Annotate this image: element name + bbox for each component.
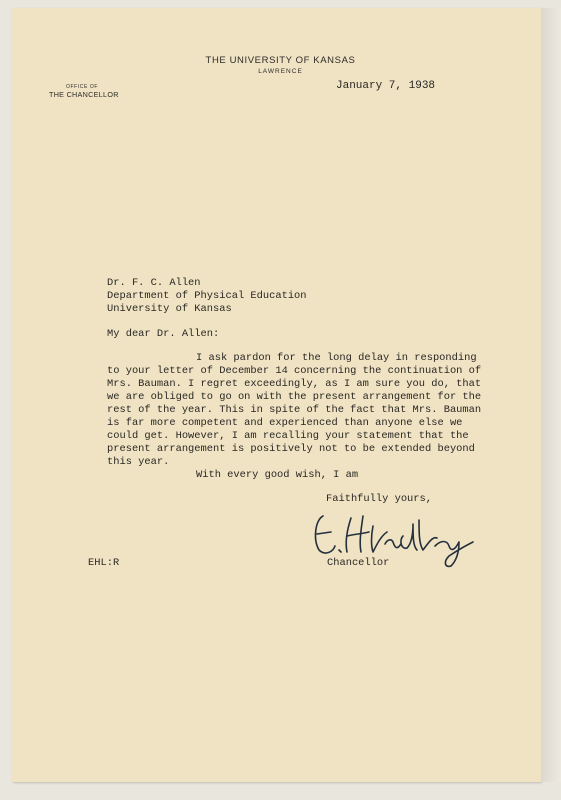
complimentary-close: Faithfully yours, — [326, 493, 433, 505]
signer-title: Chancellor — [327, 557, 390, 569]
letter-date: January 7, 1938 — [336, 80, 436, 92]
body-line: Mrs. Bauman. I regret exceedingly, as I am sure you do, that — [107, 378, 482, 390]
letterhead-city: LAWRENCE — [258, 68, 303, 75]
reference-initials: EHL:R — [88, 557, 120, 569]
recipient-department: Department of Physical Education — [107, 290, 307, 302]
body-line: we are obliged to go on with the present arrangement for the — [107, 391, 482, 403]
office-title: THE CHANCELLOR — [49, 90, 119, 99]
recipient-name: Dr. F. C. Allen — [107, 277, 201, 289]
salutation: My dear Dr. Allen: — [107, 328, 220, 340]
office-of-label: OFFICE OF — [66, 84, 99, 90]
body-line: could get. However, I am recalling your statement that the — [107, 430, 469, 442]
letterhead-university: THE UNIVERSITY OF KANSAS — [205, 55, 356, 66]
body-line: is far more competent and experienced than anyone else we — [107, 417, 463, 429]
body-line: this year. — [107, 456, 170, 468]
body-line: rest of the year. This in spite of the fact that Mrs. Bauman — [107, 404, 482, 416]
closing-wish: With every good wish, I am — [196, 469, 359, 481]
body-line: to your letter of December 14 concerning the continuation of — [107, 365, 482, 377]
recipient-organization: University of Kansas — [107, 303, 232, 315]
body-line: I ask pardon for the long delay in responding — [196, 352, 477, 364]
scan-background-edge — [541, 8, 561, 782]
body-line: present arrangement is positively not to be extended beyond — [107, 443, 475, 455]
